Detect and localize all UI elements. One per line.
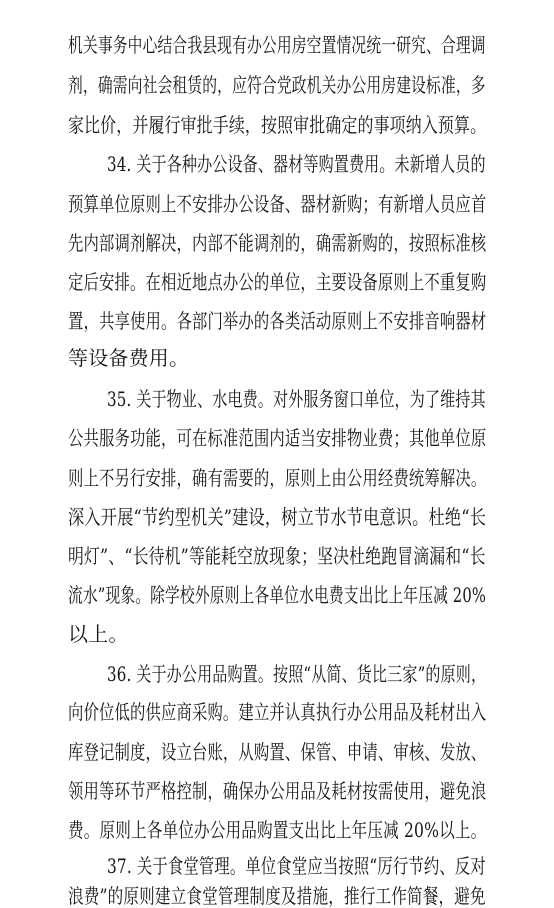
text-line: 等设备费用。: [68, 346, 190, 370]
text-line: 预算单位原则上不安排办公设备、器材新购；有新增人员应首: [68, 192, 487, 216]
paragraph-36-start: 36. 关于办公用品购置。按照“从简、货比三家”的原则，: [107, 662, 487, 686]
text-line: 费。原则上各单位办公用品购置支出比上年压减 20%以上。: [68, 818, 487, 842]
text-line: 深入开展“节约型机关”建设，树立节水节电意识。杜绝“长: [68, 505, 487, 529]
text-line: 剂，确需向社会租赁的，应符合党政机关办公用房建设标准，多: [68, 73, 486, 97]
paragraph-35-start: 35. 关于物业、水电费。对外服务窗口单位，为了维持其: [107, 387, 486, 411]
text-line: 家比价，并履行审批手续，按照审批确定的事项纳入预算。: [68, 113, 487, 137]
text-line: 公共服务功能，可在标准范围内适当安排物业费；其他单位原: [68, 426, 487, 450]
text-line: 领用等环节严格控制，确保办公用品及耗材按需使用，避免浪: [68, 779, 487, 803]
text-line: 定后安排。在相近地点办公的单位，主要设备原则上不重复购: [68, 270, 487, 294]
paragraph-34-start: 34. 关于各种办公设备、器材等购置费用。未新增人员的: [107, 152, 486, 176]
text-line: 以上。: [68, 622, 129, 646]
text-line: 流水”现象。除学校外原则上各单位水电费支出比上年压减 20%: [68, 583, 487, 607]
text-line: 机关事务中心结合我县现有办公用房空置情况统一研究、合理调: [68, 33, 486, 57]
text-line: 明灯”、“长待机”等能耗空放现象；坚决杜绝跑冒滴漏和“长: [68, 544, 486, 568]
text-line: 置，共享使用。各部门举办的各类活动原则上不安排音响器材: [68, 309, 487, 333]
text-line: 先内部调剂解决，内部不能调剂的，确需新购的，按照标准核: [68, 231, 487, 255]
text-line: 则上不另行安排，确有需要的，原则上由公用经费统筹解决。: [68, 466, 487, 490]
text-line: 浪费”的原则建立食堂管理制度及措施，推行工作简餐，避免: [68, 884, 486, 908]
text-line: 库登记制度，设立台账，从购置、保管、申请、审核、发放、: [68, 740, 487, 764]
text-line: 向价位低的供应商采购。建立并认真执行办公用品及耗材出入: [68, 700, 487, 724]
paragraph-37-start: 37. 关于食堂管理。单位食堂应当按照“厉行节约、反对: [107, 854, 486, 878]
